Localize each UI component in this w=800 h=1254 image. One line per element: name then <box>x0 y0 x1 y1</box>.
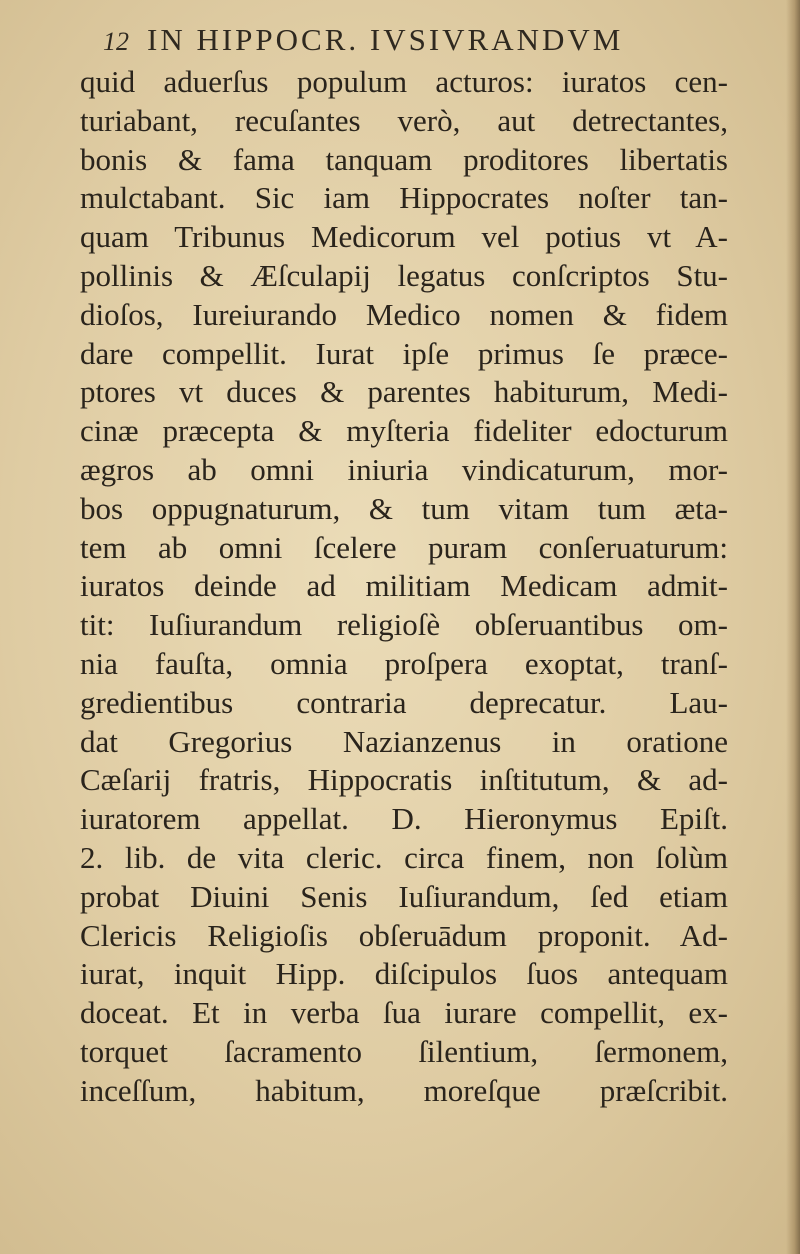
text-line: quid aduerſus populum acturos: iuratos cen- <box>80 64 728 99</box>
text-line: dioſos, Iureiurando Medico nomen & fidem <box>80 296 728 332</box>
text-line: quam Tribunus Medicorum vel potius vt A- <box>80 219 728 255</box>
text-line: doceat. Et in verba ſua iurare compellit, ex- <box>80 995 728 1031</box>
page-number: 12 <box>103 27 129 56</box>
text-line: dare compellit. Iurat ipſe primus ſe præce- <box>80 335 728 371</box>
text-line: dat Gregorius Nazianzenus in oratione <box>80 723 728 759</box>
text-line: torquet ſacramento ſilentium, ſermonem, <box>80 1033 728 1069</box>
text-line: mulctabant. Sic iam Hippocrates noſter tan- <box>80 180 728 216</box>
running-head-title: IN HIPPOCR. IVSIVRANDVM <box>147 22 624 57</box>
text-line: ægros ab omni iniuria vindicaturum, mor- <box>80 451 728 487</box>
text-line: nia fauſta, omnia proſpera exoptat, tranſ- <box>80 645 728 681</box>
text-line: turiabant, recuſantes verò, aut detrectantes, <box>80 102 728 138</box>
text-line: Cæſarij fratris, Hippocratis inſtitutum, & ad- <box>80 762 728 798</box>
text-line: tit: Iuſiurandum religioſè obſeruantibus om- <box>80 607 728 643</box>
text-line: pollinis & Æſculapij legatus conſcriptos Stu- <box>80 257 728 293</box>
text-line: iuratorem appellat. D. Hieronymus Epiſt. <box>80 801 728 837</box>
text-line: inceſſum, habitum, moreſque præſcribit. <box>80 1072 728 1108</box>
text-line: ptores vt duces & parentes habiturum, Medi- <box>80 374 728 410</box>
text-line: 2. lib. de vita cleric. circa finem, non ſolùm <box>80 839 728 875</box>
running-head <box>103 22 743 62</box>
page-edge-shadow <box>786 0 800 1254</box>
text-line: iuratos deinde ad militiam Medicam admit- <box>80 568 728 604</box>
text-line: bonis & fama tanquam proditores libertatis <box>80 141 728 177</box>
text-line: tem ab omni ſcelere puram conſeruaturum: <box>80 529 728 565</box>
text-line: probat Diuini Senis Iuſiurandum, ſed etiam <box>80 878 728 914</box>
text-line: bos oppugnaturum, & tum vitam tum æta- <box>80 490 728 526</box>
text-line: iurat, inquit Hipp. diſcipulos ſuos antequam <box>80 956 728 992</box>
text-line: gredientibus contraria deprecatur. Lau- <box>80 684 728 720</box>
body-text <box>80 63 728 1111</box>
text-line: cinæ præcepta & myſteria fideliter edocturum <box>80 413 728 449</box>
text-line: Clericis Religioſis obſeruādum proponit. Ad- <box>80 917 728 953</box>
